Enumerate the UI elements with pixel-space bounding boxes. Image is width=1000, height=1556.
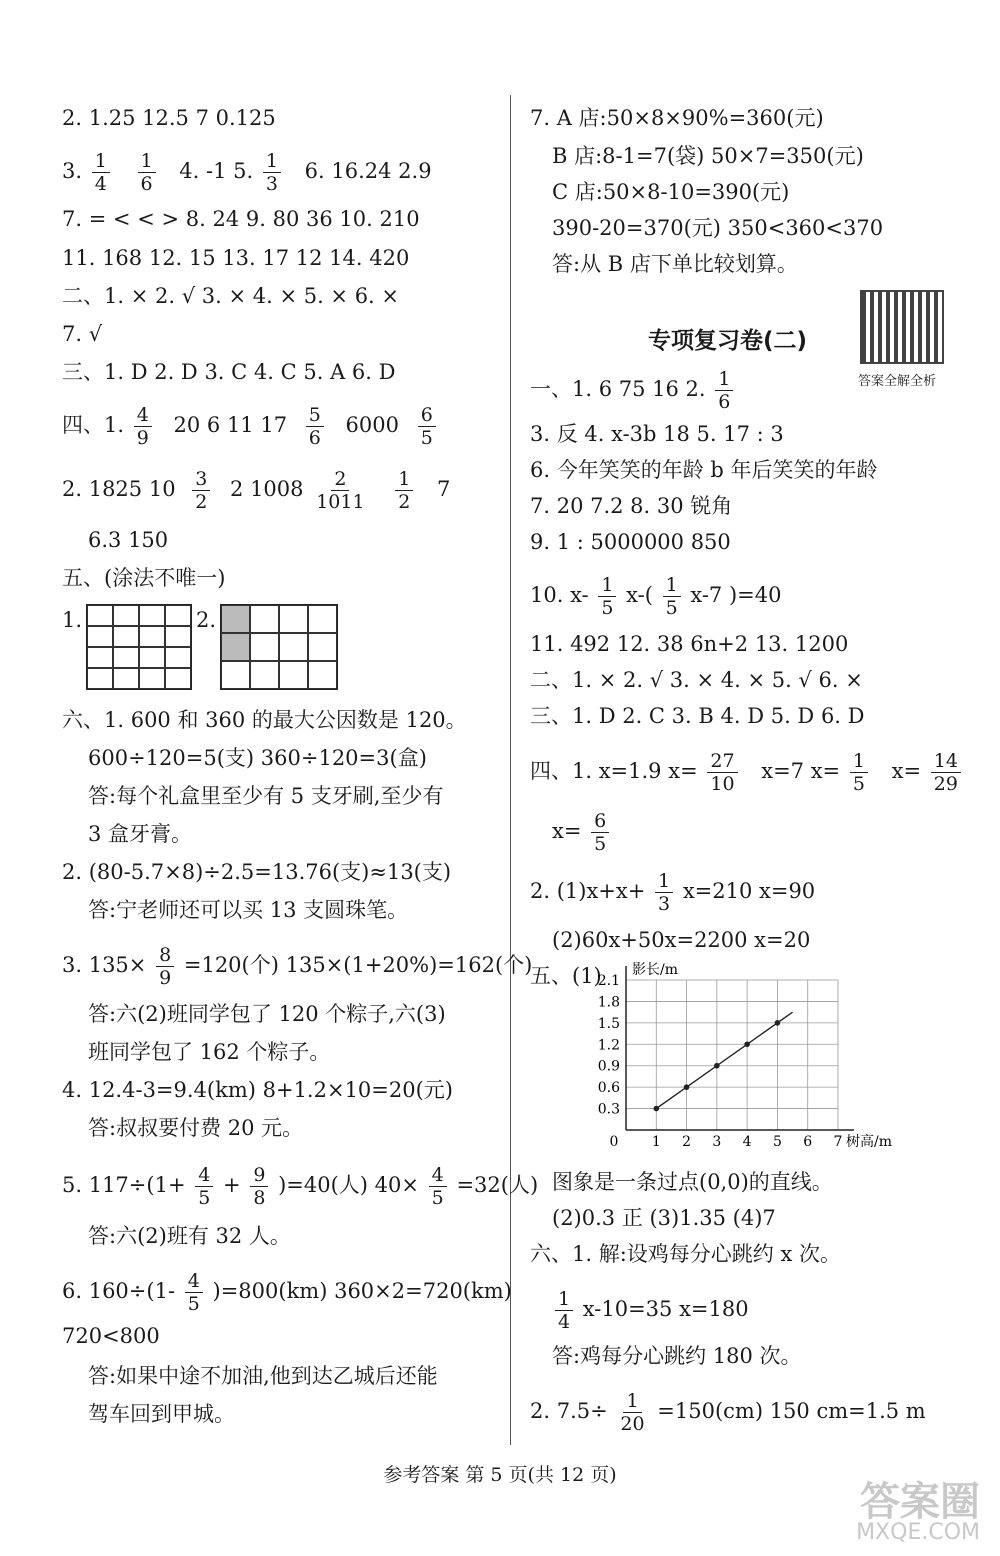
answer-line: 答:从 B 店下单比较划算。 (552, 252, 798, 276)
answer-line: 3. 反 4. x-3b 18 5. 17 : 3 (530, 422, 784, 446)
answer-line: 二、1. × 2. √ 3. × 4. × 5. × 6. × (62, 284, 400, 308)
answer-line: 6. 今年笑笑的年龄 b 年后笑笑的年龄 (530, 458, 878, 482)
shading-grid-2 (220, 604, 338, 690)
x-tick-label: 3 (712, 1134, 722, 1150)
answer-line: 驾车回到甲城。 (88, 1402, 235, 1426)
answer-line: 三、1. D 2. C 3. B 4. D 5. D 6. D (530, 704, 865, 728)
fraction: $\frac{1}{6}$ (715, 368, 733, 413)
answer-line: 3. 135× $\frac{8}{9}$ =120(个) 135×(1+20%)=162(个) (62, 944, 533, 989)
fraction: $\frac{4}{5}$ (195, 1164, 213, 1209)
y-axis-label: 影长/m (632, 962, 678, 978)
x-tick-label: 7 (833, 1134, 843, 1150)
fraction: $\frac{6}{5}$ (418, 404, 436, 449)
fraction: $\frac{1}{6}$ (138, 150, 156, 195)
shading-grid-1 (86, 604, 192, 690)
y-tick-label: 1.8 (597, 994, 620, 1011)
y-tick-label: 0.6 (597, 1080, 620, 1097)
answer-line: 3. $\frac{1}{4}$ $\frac{1}{6}$ 4. -1 5. $\frac{1}{3}$ 6. 16.24 2.9 (62, 150, 432, 195)
answer-line: 三、1. D 2. D 3. C 4. C 5. A 6. D (62, 360, 396, 384)
data-point (714, 1063, 720, 1069)
fraction: $\frac{1}{20}$ (620, 1390, 645, 1435)
fraction: $\frac{1}{4}$ (92, 150, 110, 195)
x-axis-label: 树高/m (846, 1134, 892, 1150)
answer-line: 11. 168 12. 15 13. 17 12 14. 420 (62, 246, 410, 270)
answer-line: 2. (1)x+x+ $\frac{1}{3}$ x=210 x=90 (530, 870, 816, 915)
answer-line: 2. 7.5÷ $\frac{1}{20}$ =150(cm) 150 cm=1.5 m (530, 1390, 926, 1435)
answer-line: 五、(涂法不唯一) (62, 566, 226, 590)
fraction: $\frac{1}{5}$ (850, 750, 868, 795)
answer-line: 7. 20 7.2 8. 30 锐角 (530, 494, 733, 518)
fraction: $\frac{9}{8}$ (250, 1164, 268, 1209)
answer-line: 6.3 150 (88, 528, 169, 552)
fraction: $\frac{1}{4}$ (555, 1288, 573, 1333)
y-tick-label: 0.3 (597, 1101, 620, 1118)
grid-label: 2. (196, 608, 217, 632)
answer-line: 10. x- $\frac{1}{5}$ x-( $\frac{1}{5}$ x-7 )=40 (530, 574, 782, 619)
answer-line: 答:每个礼盒里至少有 5 支牙刷,至少有 (88, 784, 444, 808)
fraction: $\frac{3}{2}$ (192, 468, 210, 513)
answer-line: 图象是一条过点(0,0)的直线。 (552, 1170, 833, 1194)
answer-line: 答:六(2)班有 32 人。 (88, 1224, 291, 1248)
answer-line: 二、1. × 2. √ 3. × 4. × 5. √ 6. × (530, 668, 863, 692)
answer-line: 3 盒牙膏。 (88, 822, 193, 846)
fraction: $\frac{8}{9}$ (156, 944, 174, 989)
answer-line: 答:宁老师还可以买 13 支圆珠笔。 (88, 898, 409, 922)
fraction: $\frac{4}{5}$ (185, 1270, 203, 1315)
fraction: $\frac{1}{3}$ (655, 870, 673, 915)
watermark-logo: 答案圈 (860, 1479, 980, 1525)
page-footer: 参考答案 第 5 页(共 12 页) (383, 1464, 617, 1486)
answer-line: x= $\frac{6}{5}$ (552, 810, 612, 855)
answer-line: 答:鸡每分心跳约 180 次。 (552, 1344, 802, 1368)
series-line (656, 1012, 792, 1108)
y-tick-label: 1.5 (597, 1015, 620, 1032)
fraction: $\frac{1}{3}$ (263, 150, 281, 195)
x-tick-label: 0 (609, 1134, 619, 1150)
answer-line: (2)0.3 正 (3)1.35 (4)7 (552, 1206, 776, 1230)
x-tick-label: 4 (742, 1134, 752, 1150)
answer-line: 2. (80-5.7×8)÷2.5=13.76(支)≈13(支) (62, 860, 452, 884)
fraction: $\frac{4}{9}$ (134, 404, 152, 449)
fraction: $\frac{14}{29}$ (931, 750, 961, 795)
answer-line: $\frac{1}{4}$ x-10=35 x=180 (552, 1288, 749, 1333)
fraction: $\frac{1}{5}$ (663, 574, 681, 619)
fraction: $\frac{4}{5}$ (429, 1164, 447, 1209)
fraction: $\frac{2}{1011}$ (316, 468, 365, 513)
fraction: $\frac{5}{6}$ (306, 404, 324, 449)
shadow-length-chart (590, 958, 920, 1158)
answer-line: 600÷120=5(支) 360÷120=3(盒) (88, 746, 427, 770)
answer-line: 5. 117÷(1+ $\frac{4}{5}$ + $\frac{9}{8}$ )=40(人) 40× $\frac{4}{5}$ =32(人) (62, 1164, 539, 1209)
data-point (684, 1084, 690, 1090)
column-divider (510, 95, 511, 1445)
answer-line: 2. 1825 10 $\frac{3}{2}$ 2 1008 $\frac{2}{1011}$ $\frac{1}{2}$ 7 (62, 468, 451, 513)
data-point (775, 1020, 781, 1026)
data-point (653, 1106, 659, 1112)
fraction: $\frac{1}{2}$ (395, 468, 413, 513)
x-tick-label: 2 (682, 1134, 692, 1150)
answer-line: 7. = < < > 8. 24 9. 80 36 10. 210 (62, 207, 420, 231)
answer-line: 一、1. 6 75 16 2. $\frac{1}{6}$ (530, 368, 736, 413)
x-tick-label: 6 (803, 1134, 813, 1150)
y-tick-label: 2.1 (597, 973, 620, 989)
answer-line: (2)60x+50x=2200 x=20 (552, 928, 811, 952)
answer-line: 答:六(2)班同学包了 120 个粽子,六(3) (88, 1002, 446, 1026)
fraction: $\frac{27}{10}$ (707, 750, 737, 795)
answer-line: 五、(1) (530, 964, 602, 988)
answer-line: 11. 492 12. 38 6n+2 13. 1200 (530, 632, 849, 656)
watermark-url: MXQE.COM (856, 1520, 980, 1545)
answer-line: 六、1. 600 和 360 的最大公因数是 120。 (62, 708, 467, 732)
qr-code-icon[interactable] (860, 290, 944, 364)
answer-line: 答:叔叔要付费 20 元。 (88, 1116, 304, 1140)
answer-line: 9. 1 : 5000000 850 (530, 530, 731, 554)
fraction: $\frac{1}{5}$ (598, 574, 616, 619)
grid-label: 1. (62, 608, 83, 632)
answer-line: 2. 1.25 12.5 7 0.125 (62, 106, 276, 130)
answer-line: 7. A 店:50×8×90%=360(元) (530, 106, 824, 130)
answer-line: 7. √ (62, 322, 103, 346)
answer-line: 六、1. 解:设鸡每分心跳约 x 次。 (530, 1242, 841, 1266)
answer-line: 班同学包了 162 个粽子。 (88, 1040, 331, 1064)
answer-line: 四、1. $\frac{4}{9}$ 20 6 11 17 $\frac{5}{6}$ 6000 $\frac{6}{5}$ (62, 404, 439, 449)
x-tick-label: 5 (772, 1134, 782, 1150)
answer-line: 答:如果中途不加油,他到达乙城后还能 (88, 1364, 438, 1388)
answer-line: 720<800 (62, 1324, 160, 1348)
fraction: $\frac{6}{5}$ (591, 810, 609, 855)
data-point (744, 1041, 750, 1047)
qr-label: 答案全解全析 (858, 374, 937, 389)
y-tick-label: 1.2 (597, 1037, 620, 1054)
answer-line: 四、1. x=1.9 x= $\frac{27}{10}$ x=7 x= $\frac{1}{5}$ x= $\frac{14}{29}$ (530, 750, 964, 795)
answer-line: 4. 12.4-3=9.4(km) 8+1.2×10=20(元) (62, 1078, 453, 1102)
section-title: 专项复习卷(二) (648, 328, 808, 354)
y-tick-label: 0.9 (597, 1058, 620, 1075)
answer-line: 6. 160÷(1- $\frac{4}{5}$ )=800(km) 360×2=720(km) (62, 1270, 512, 1315)
answer-line: B 店:8-1=7(袋) 50×7=350(元) (552, 144, 864, 168)
answer-line: 390-20=370(元) 350<360<370 (552, 216, 884, 240)
x-tick-label: 1 (651, 1134, 661, 1150)
answer-line: C 店:50×8-10=390(元) (552, 180, 790, 204)
